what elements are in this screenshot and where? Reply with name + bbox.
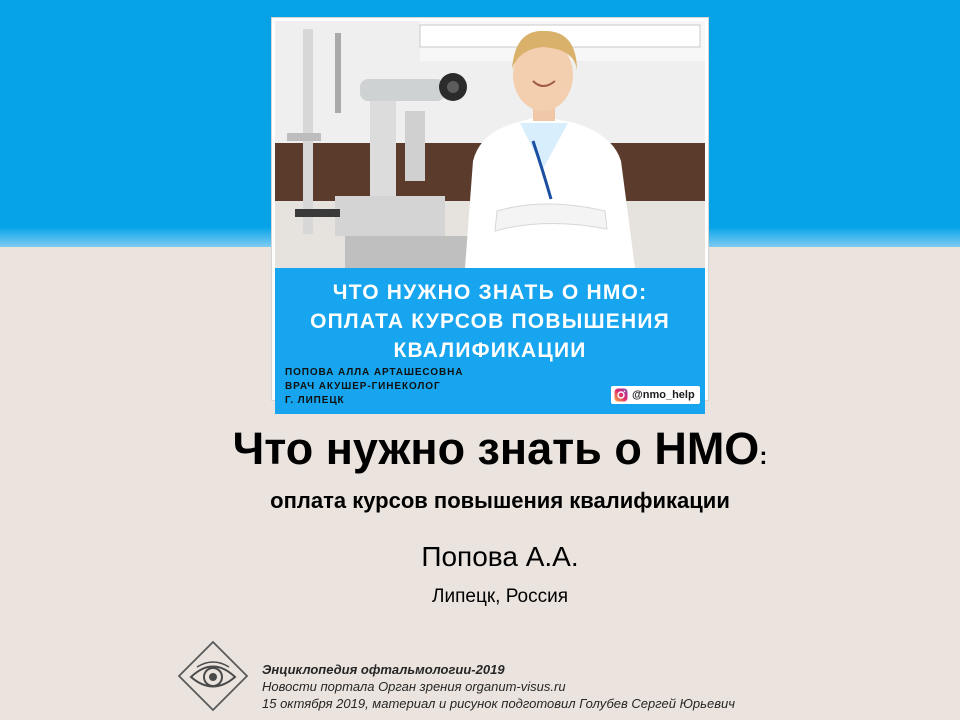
doctor-with-slit-lamp-image (275, 21, 705, 268)
poster-author-name: ПОПОВА АЛЛА АРТАШЕСОВНА (285, 367, 464, 378)
poster-photo (275, 21, 705, 268)
poster-author-block (285, 366, 463, 408)
poster-headline-line: ОПЛАТА КУРСОВ ПОВЫШЕНИЯ (310, 310, 670, 333)
slide-title (0, 422, 960, 484)
footer-portal: Новости портала Орган зрения organum-visus.ru (262, 679, 566, 694)
poster-author-city: Г. ЛИПЕЦК (285, 395, 345, 406)
instagram-icon (614, 388, 628, 402)
poster-headline (275, 278, 705, 365)
article-poster (272, 18, 708, 406)
slide-title-text: Что нужно знать о НМО (232, 423, 760, 474)
slide-location: Липецк, Россия (432, 586, 568, 607)
slide-title-colon: : (759, 443, 768, 470)
eye-logo-icon (177, 640, 249, 712)
footer-encyclopedia: Энциклопедия офтальмологии-2019 (262, 662, 505, 677)
slide-author: Попова А.А. (421, 541, 579, 572)
poster-headline-line: ЧТО НУЖНО ЗНАТЬ О НМО: (332, 281, 648, 304)
instagram-handle-text: @nmo_help (632, 389, 695, 401)
poster-author-position: ВРАЧ АКУШЕР-ГИНЕКОЛОГ (285, 381, 441, 392)
slide-subtitle: оплата курсов повышения квалификации (270, 488, 730, 513)
footer-credits (262, 661, 735, 712)
poster-caption-panel (275, 268, 705, 414)
poster-headline-line: КВАЛИФИКАЦИИ (393, 339, 587, 362)
instagram-handle (611, 386, 700, 404)
footer-date-author: 15 октября 2019, материал и рисунок подготовил Голубев Сергей Юрьевич (262, 696, 735, 711)
